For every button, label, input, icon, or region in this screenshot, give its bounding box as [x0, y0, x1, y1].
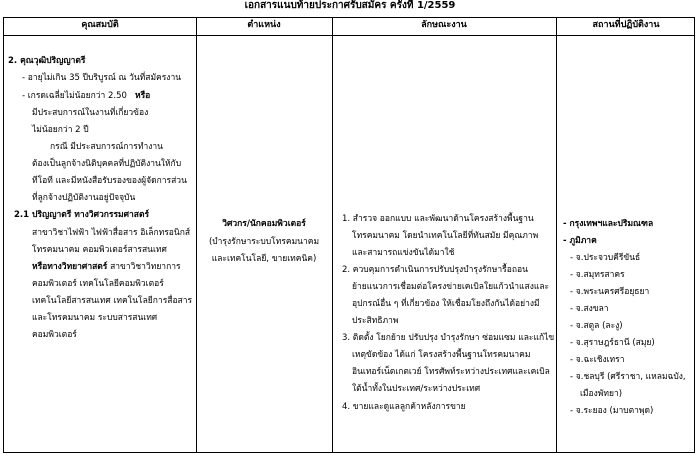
qualification-subheading: 2.1 ปริญญาตรี ทางวิศวกรรมศาสตร์ — [14, 210, 150, 220]
qualification-note: ทีโอที และมีหนังสือรับรองของผู้จัดการส่วน — [32, 176, 187, 186]
column-divider — [332, 18, 333, 452]
job-line: ย้ายแนวการเชื่อมต่อโครงข่ายเคเบิลใยแก้วนำแสงและ — [352, 282, 550, 292]
workplace-region-provinces: - ภูมิภาค — [563, 236, 597, 246]
workplace-item: - จ.ชลบุรี (ศรีราชา, แหลมฉบัง, — [570, 372, 686, 382]
workplace-item: - จ.ระยอง (มาบตาพุด) — [570, 406, 654, 416]
job-line: ใต้น้ำทั้งในประเทศ/ระหว่างประเทศ — [352, 384, 481, 394]
qualification-note: ที่ลูกจ้างปฏิบัติงานอยู่ปัจจุบัน — [32, 193, 136, 203]
qualification-heading: 2. คุณวุฒิปริญญาตรี — [8, 56, 86, 66]
qualification-science: คอมพิวเตอร์ เทคโนโลยีคอมพิวเตอร์ — [32, 279, 164, 289]
workplace-region-bangkok: - กรุงเทพฯและปริมณฑล — [563, 219, 654, 229]
qualification-engineering: โทรคมนาคม คอมพิวเตอร์สารสนเทศ — [32, 245, 167, 255]
workplace-item: - จ.สมุทรสาคร — [570, 270, 625, 280]
qualification-experience: ไม่น้อยกว่า 2 ปี — [32, 125, 89, 135]
workplace-item: - จ.ประจวบคีรีขันธ์ — [570, 253, 641, 263]
job-line: 3. ติดตั้ง โยกย้าย ปรับปรุง บำรุงรักษา ซ่อมแซม และแก้ไข — [342, 333, 555, 343]
qualification-engineering: สาขาวิชาไฟฟ้า ไฟฟ้าสื่อสาร อิเล็กทรอนิกส์ — [32, 228, 191, 238]
qualification-science: เทคโนโลยีสารสนเทศ เทคโนโลยีการสื่อสาร — [32, 296, 193, 306]
header-workplace: สถานที่ปฏิบัติงาน — [592, 20, 660, 30]
position-subtitle: (บำรุงรักษาระบบโทรคมนาคม — [208, 237, 320, 247]
qualification-age: - อายุไม่เกิน 35 ปีบริบูรณ์ ณ วันที่สมัครงาน — [22, 73, 182, 83]
workplace-item: - จ.สงขลา — [570, 304, 609, 314]
document-title: เอกสารแนบท้ายประกาศรับสมัคร ครั้งที่ 1/2559 — [244, 0, 456, 11]
position-subtitle: และเทคโนโลยี, ขายเทคนิค) — [211, 254, 317, 264]
job-line: ประสิทธิภาพ — [352, 316, 399, 326]
qualification-table — [3, 17, 695, 453]
column-divider — [196, 18, 197, 452]
header-divider — [4, 35, 694, 36]
job-line: โทรคมนาคม โดยนำเทคโนโลยีที่ทันสมัย มีคุณภาพ — [352, 231, 539, 241]
job-line: อุปกรณ์อื่น ๆ ที่เกี่ยวข้อง ให้เชื่อมโยงถึงกันได้อย่างมี — [352, 299, 540, 309]
workplace-item: เมืองพัทยา) — [580, 389, 623, 399]
job-line: 4. ขายและดูแลลูกค้าหลังการขาย — [342, 402, 466, 412]
qualification-experience: มีประสบการณ์ในงานที่เกี่ยวข้อง — [32, 108, 149, 118]
header-position: ตำแหน่ง — [247, 20, 281, 30]
workplace-item: - จ.สตูล (ละงู) — [570, 321, 623, 331]
job-line: เหตุขัดข้อง ได้แก่ โครงสร้างพื้นฐานโทรคมนาคม — [352, 350, 531, 360]
qualification-science: และโทรคมนาคม ระบบสารสนเทศ — [32, 313, 158, 323]
column-divider — [556, 18, 557, 452]
qualification-gpa: - เกรดเฉลี่ยไม่น้อยกว่า 2.50 หรือ — [22, 91, 151, 101]
workplace-item: - จ.พระนครศรีอยุธยา — [570, 287, 650, 297]
qualification-note: กรณี มีประสบการณ์การทำงาน — [50, 142, 163, 152]
qualification-science: คอมพิวเตอร์ — [32, 330, 77, 340]
header-qualifications: คุณสมบัติ — [81, 20, 119, 30]
workplace-item: - จ.ฉะเชิงเทรา — [570, 355, 625, 365]
science-label: หรือทางวิทยาศาสตร์ — [32, 262, 108, 272]
job-line: 1. สำรวจ ออกแบบ และพัฒนาด้านโครงสร้างพื้นฐาน — [342, 214, 534, 224]
workplace-item: - จ.สุราษฎร์ธานี (สมุย) — [570, 338, 655, 348]
qualification-note: ต้องเป็นลูกจ้างนิติบุคคลที่ปฏิบัติงานให้กับ — [32, 159, 182, 169]
position-title: วิศวกร/นักคอมพิวเตอร์ — [222, 219, 306, 229]
job-line: และสามารถแข่งขันได้มาใช้ — [352, 248, 455, 258]
or-label: หรือ — [135, 91, 151, 101]
job-line: อินเทอร์เน็ตเกตเวย์ โทรศัพท์ระหว่างประเทศและเคเบิล — [352, 367, 550, 377]
header-job-description: ลักษณะงาน — [421, 20, 467, 30]
job-line: 2. ควบคุมการดำเนินการปรับปรุงบำรุงรักษารื้อถอน — [342, 265, 528, 275]
qualification-science: หรือทางวิทยาศาสตร์ สาขาวิชาวิทยาการ — [32, 262, 181, 272]
